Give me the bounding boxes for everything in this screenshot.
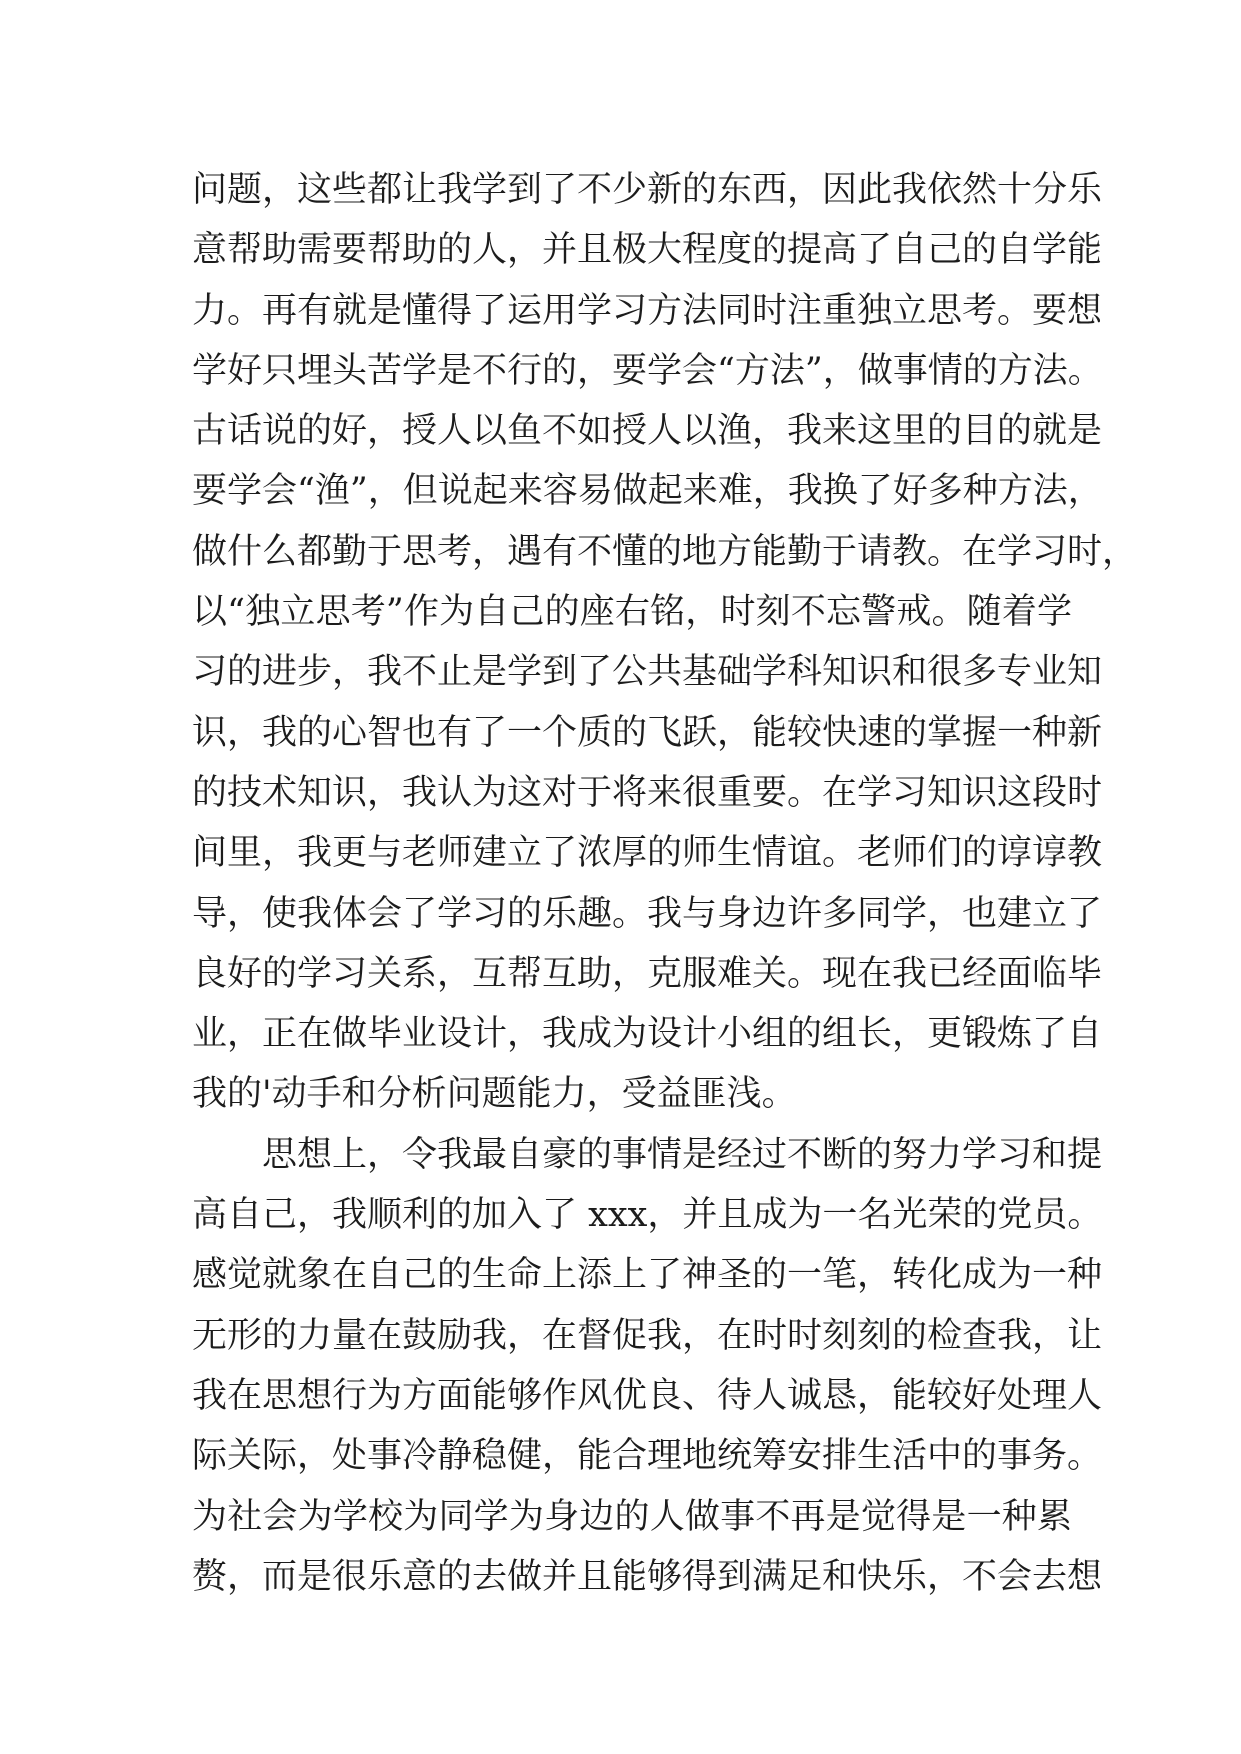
text-line: 要学会“渔”，但说起来容易做起来难，我换了好多种方法， <box>192 471 1103 512</box>
text-line: 力。再有就是懂得了运用学习方法同时注重独立思考。要想 <box>192 290 1103 331</box>
text-line: 的技术知识，我认为这对于将来很重要。在学习知识这段时 <box>192 772 1103 813</box>
paragraph-end-line: 我的'动手和分析问题能力，受益匪浅。 <box>192 1074 797 1115</box>
text-line: 习的进步，我不止是学到了公共基础学科知识和很多专业知 <box>192 652 1103 693</box>
text-line: 业，正在做毕业设计，我成为设计小组的组长，更锻炼了自 <box>192 1014 1103 1055</box>
text-line: 古话说的好，授人以鱼不如授人以渔，我来这里的目的就是 <box>192 411 1103 452</box>
text-line: 识，我的心智也有了一个质的飞跃，能较快速的掌握一种新 <box>192 712 1103 753</box>
text-line: 问题，这些都让我学到了不少新的东西，因此我依然十分乐 <box>192 170 1103 210</box>
text-line: 感觉就象在自己的生命上添上了神圣的一笔，转化成为一种 <box>192 1255 1103 1296</box>
text-line: 做什么都勤于思考，遇有不懂的地方能勤于请教。在学习时， <box>192 531 1138 572</box>
text-line: 以“独立思考”作为自己的座右铭，时刻不忘警戒。随着学 <box>192 592 1072 633</box>
text-line: 良好的学习关系，互帮互助，克服难关。现在我已经面临毕 <box>192 953 1103 994</box>
text-line: 我在思想行为方面能够作风优良、待人诚恳，能较好处理人 <box>192 1375 1103 1416</box>
text-line: 学好只埋头苦学是不行的，要学会“方法”，做事情的方法。 <box>192 350 1103 391</box>
text-line: 高自己，我顺利的加入了 xxx，并且成为一名光荣的党员。 <box>192 1195 1103 1236</box>
paragraph-start-line: 思想上，令我最自豪的事情是经过不断的努力学习和提 <box>262 1134 1103 1175</box>
text-line: 际关际，处事冷静稳健，能合理地统筹安排生活中的事务。 <box>192 1436 1103 1477</box>
text-line: 间里，我更与老师建立了浓厚的师生情谊。老师们的谆谆教 <box>192 833 1103 874</box>
text-line: 导，使我体会了学习的乐趣。我与身边许多同学，也建立了 <box>192 893 1103 934</box>
text-line: 赘，而是很乐意的去做并且能够得到满足和快乐，不会去想 <box>192 1556 1103 1597</box>
text-line: 意帮助需要帮助的人，并且极大程度的提高了自己的自学能 <box>192 230 1103 271</box>
text-line: 无形的力量在鼓励我，在督促我，在时时刻刻的检查我，让 <box>192 1315 1103 1356</box>
text-line: 为社会为学校为同学为身边的人做事不再是觉得是一种累 <box>192 1496 1072 1537</box>
body-text <box>192 160 1138 1607</box>
